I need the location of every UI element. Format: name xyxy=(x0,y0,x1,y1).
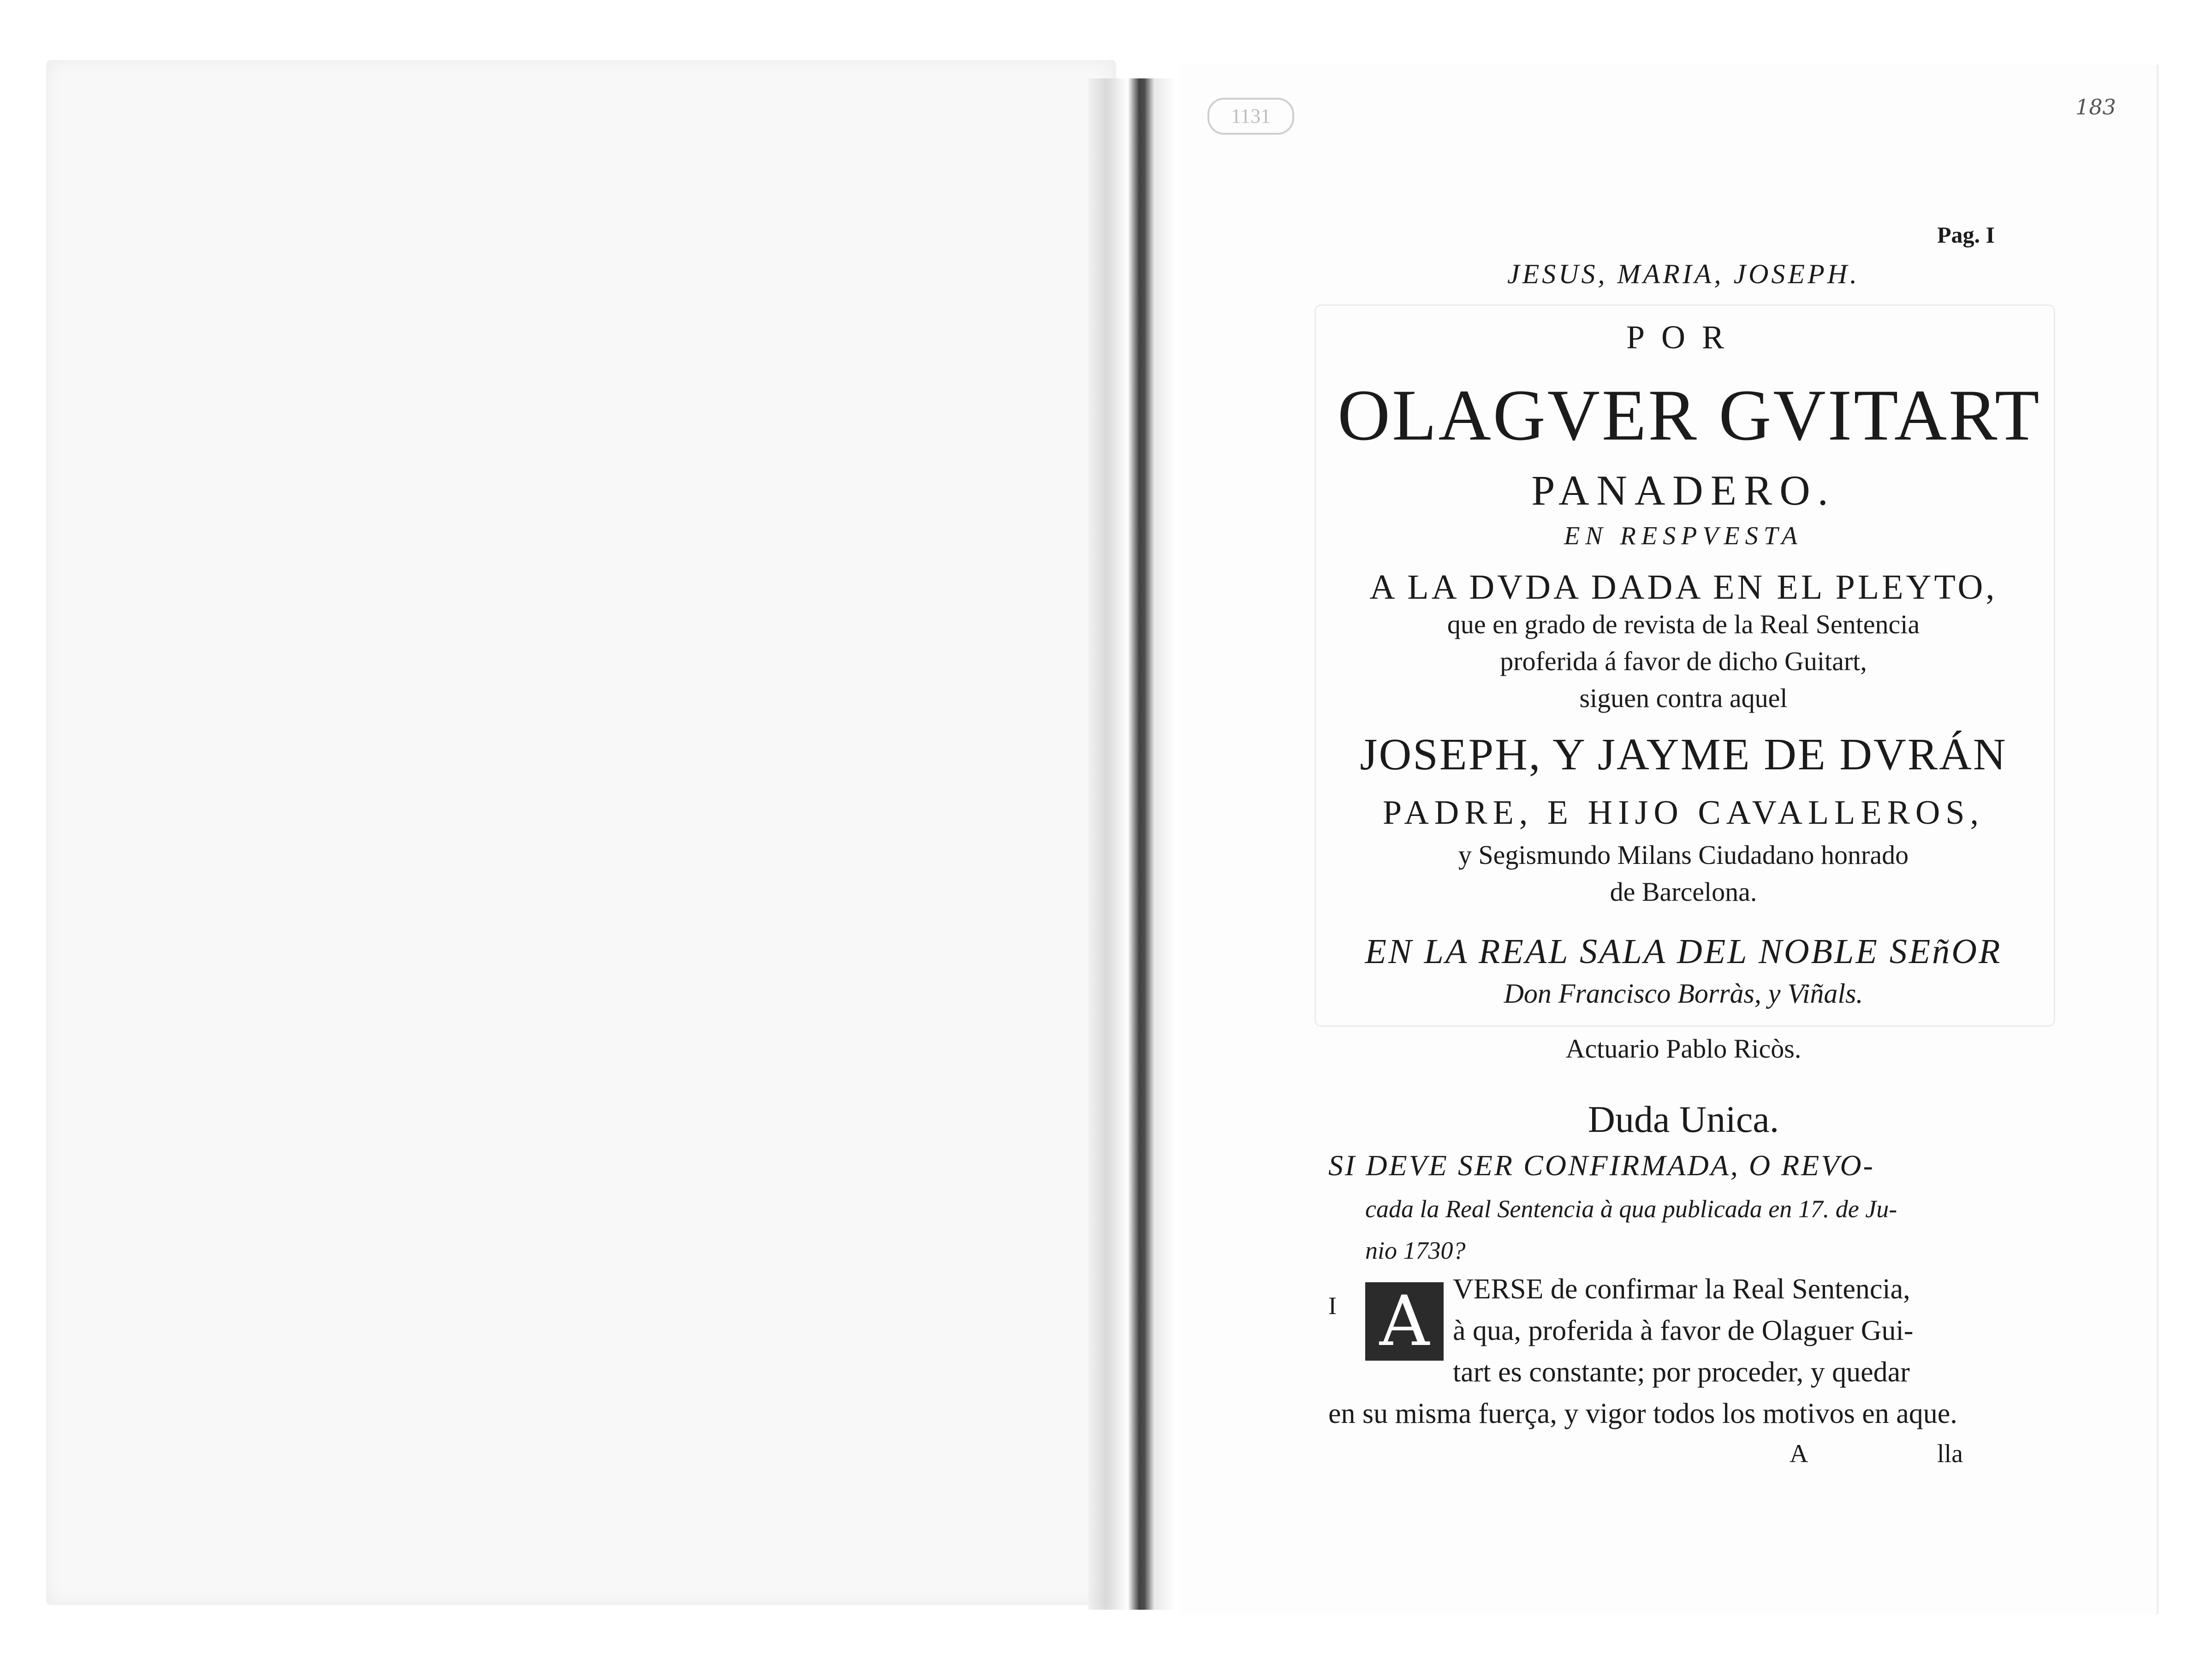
opposing-parties-title: PADRE, E HIJO CAVALLEROS, xyxy=(1383,794,1984,832)
question-line: nio 1730? xyxy=(1365,1237,1466,1264)
question-line: cada la Real Sentencia à qua publicada en 17. de Ju- xyxy=(1365,1195,1897,1223)
catchword: lla xyxy=(1937,1440,1963,1468)
body-line: à qua, proferida à favor de Olaguer Gui- xyxy=(1453,1315,1914,1346)
respuesta-heading: EN RESPVESTA xyxy=(1564,522,1803,550)
invocation: JESUS, MARIA, JOSEPH. xyxy=(1507,259,1860,289)
blank-left-page xyxy=(46,60,1116,1605)
litigant-name: OLAGVER GVITART xyxy=(1338,375,2041,456)
folio-number: 183 xyxy=(2075,95,2116,119)
text-line: que en grado de revista de la Real Sentencia xyxy=(1447,609,1920,639)
question-line: SI DEVE SER CONFIRMADA, O REVO- xyxy=(1328,1149,1875,1182)
opposing-parties: JOSEPH, Y JAYME DE DVRÁN xyxy=(1360,730,2007,779)
body-line: VERSE de confirmar la Real Sentencia, xyxy=(1453,1273,1910,1305)
drop-cap: A xyxy=(1365,1282,1444,1361)
body-line: tart es constante; por proceder, y quedar xyxy=(1453,1357,1910,1388)
text-line: y Segismundo Milans Ciudadano honrado xyxy=(1458,840,1909,870)
text-line: de Barcelona. xyxy=(1610,877,1757,907)
paragraph-number: I xyxy=(1328,1292,1337,1320)
duda-dada-heading: A LA DVDA DADA EN EL PLEYTO, xyxy=(1369,568,1998,607)
court-heading: EN LA REAL SALA DEL NOBLE SEñOR xyxy=(1365,932,2002,971)
text-line: siguen contra aquel xyxy=(1579,683,1788,713)
archive-stamp: 1131 xyxy=(1207,98,1294,135)
text-line: proferida á favor de dicho Guitart, xyxy=(1500,646,1867,676)
judge-name: Don Francisco Borràs, y Viñals. xyxy=(1504,978,1863,1009)
page-label: Pag. I xyxy=(1937,222,1995,248)
book-spine xyxy=(1088,78,1176,1610)
body-line: en su misma fuerça, y vigor todos los motivos en aque. xyxy=(1328,1398,1957,1429)
signature-mark: A xyxy=(1790,1440,1808,1468)
actuario-line: Actuario Pablo Ricòs. xyxy=(1565,1034,1802,1064)
section-heading: Duda Unica. xyxy=(1588,1098,1779,1140)
por-heading: POR xyxy=(1626,319,1741,356)
litigant-trade: PANADERO. xyxy=(1531,467,1836,514)
